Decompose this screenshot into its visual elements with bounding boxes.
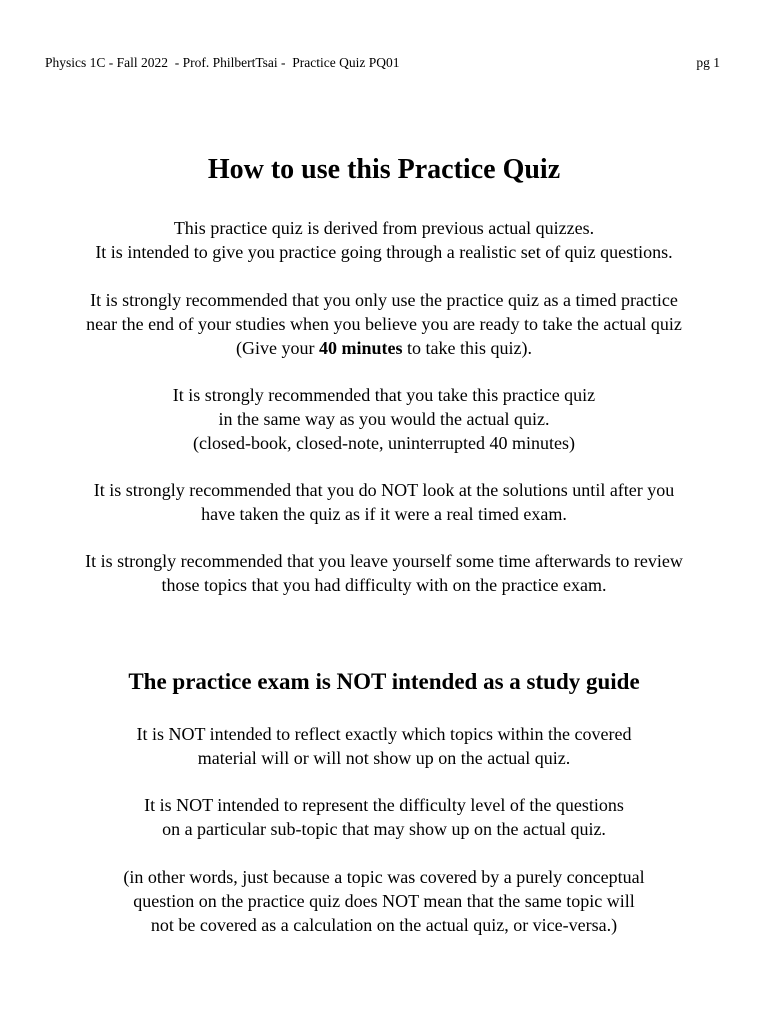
- topics-line-2: material will or will not show up on the actual quiz.: [197, 748, 571, 768]
- difficulty-line-1: It is NOT intended to represent the difficulty level of the questions: [144, 795, 624, 815]
- solutions-paragraph: [0, 478, 768, 526]
- difficulty-line-2: on a particular sub-topic that may show up on the actual quiz.: [162, 819, 606, 839]
- topics-paragraph: [0, 722, 768, 770]
- topics-line-1: It is NOT intended to reflect exactly which topics within the covered: [136, 724, 632, 744]
- other-words-line-1: (in other words, just because a topic was covered by a purely conceptual: [123, 867, 645, 887]
- other-words-line-3: not be covered as a calculation on the actual quiz, or vice-versa.): [150, 915, 618, 935]
- review-paragraph: [0, 549, 768, 597]
- page-title: How to use this Practice Quiz: [207, 154, 561, 185]
- solutions-line-2: have taken the quiz as if it were a real timed exam.: [201, 504, 567, 524]
- other-words-paragraph: [0, 865, 768, 937]
- page-number: pg 1: [696, 55, 720, 70]
- page-header: [45, 55, 720, 71]
- intro-line-1: This practice quiz is derived from previous actual quizzes.: [173, 218, 595, 238]
- intro-paragraph: [0, 216, 768, 264]
- other-words-line-2: question on the practice quiz does NOT mean that the same topic will: [133, 891, 635, 911]
- solutions-line-1: It is strongly recommended that you do NOT look at the solutions until after you: [93, 480, 675, 500]
- timed-line-2: near the end of your studies when you believe you are ready to take the actual quiz: [86, 314, 682, 334]
- course-header-text: Physics 1C - Fall 2022 - Prof. PhilbertTsai - Practice Quiz PQ01: [45, 55, 400, 70]
- review-line-2: those topics that you had difficulty with on the practice exam.: [161, 575, 607, 595]
- same-way-line-3: (closed-book, closed-note, uninterrupted 40 minutes): [193, 433, 575, 453]
- difficulty-paragraph: [0, 793, 768, 841]
- timed-line-3-end: to take this quiz).: [402, 338, 532, 358]
- timed-practice-paragraph: [0, 288, 768, 360]
- timed-line-3: [0, 336, 768, 360]
- same-way-paragraph: [0, 383, 768, 455]
- timed-line-1: It is strongly recommended that you only use the practice quiz as a timed practice: [90, 290, 678, 310]
- same-way-line-1: It is strongly recommended that you take this practice quiz: [172, 385, 596, 405]
- same-way-line-2: in the same way as you would the actual quiz.: [218, 409, 550, 429]
- section-subtitle: The practice exam is NOT intended as a study guide: [128, 669, 640, 694]
- intro-line-2: It is intended to give you practice going through a realistic set of quiz questions.: [95, 242, 673, 262]
- timed-line-3-start: (Give your: [236, 338, 319, 358]
- time-limit-bold: 40 minutes: [318, 338, 403, 358]
- review-line-1: It is strongly recommended that you leave yourself some time afterwards to review: [85, 551, 683, 571]
